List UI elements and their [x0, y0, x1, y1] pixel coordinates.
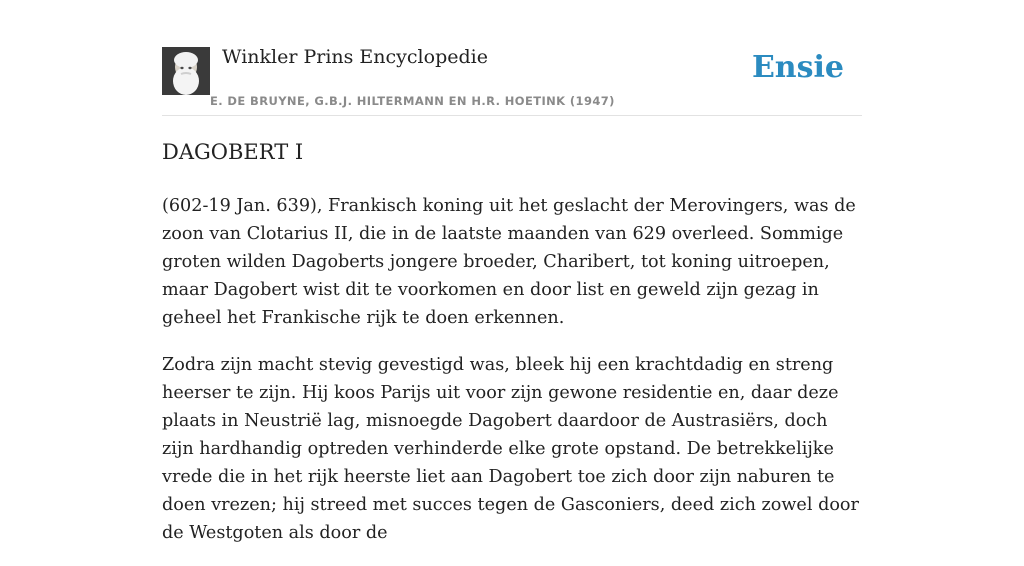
source-title[interactable]: Winkler Prins Encyclopedie — [222, 46, 488, 68]
article-title: DAGOBERT I — [162, 140, 304, 164]
source-avatar-icon[interactable] — [162, 47, 210, 95]
bearded-portrait-icon — [162, 47, 210, 95]
source-authors: E. DE BRUYNE, G.B.J. HILTERMANN EN H.R. HOETINK (1947) — [210, 94, 615, 108]
brand-logo[interactable]: Ensie — [751, 50, 844, 85]
source-header — [162, 40, 862, 116]
article-body — [162, 192, 862, 566]
article-paragraph: Zodra zijn macht stevig gevestigd was, bleek hij een krachtdadig en streng heerser te zijn. Hij koos Parijs uit voor zijn gewone residentie en, daar deze plaats in Neustrië lag, misnoegde Dagobert daardoor de Austrasiërs, doch zijn hardhandig optreden verhinderde elke grote opstand. De betrekkelijke vrede die in het rijk heerste liet aan Dagobert toe zich door zijn naburen te doen vrezen; hij streed met succes tegen de Gasconiers, deed zich zowel door de Westgoten als door de — [162, 355, 859, 543]
article-paragraph: (602-19 Jan. 639), Frankisch koning uit het geslacht der Merovingers, was de zoon van Clotarius II, die in de laatste maanden van 629 overleed. Sommige groten wilden Dagoberts jongere broeder, Charibert, tot koning uitroepen, maar Dagobert wist dit te voorkomen en door list en geweld zijn gezag in geheel het Frankische rijk te doen erkennen. — [162, 196, 856, 328]
